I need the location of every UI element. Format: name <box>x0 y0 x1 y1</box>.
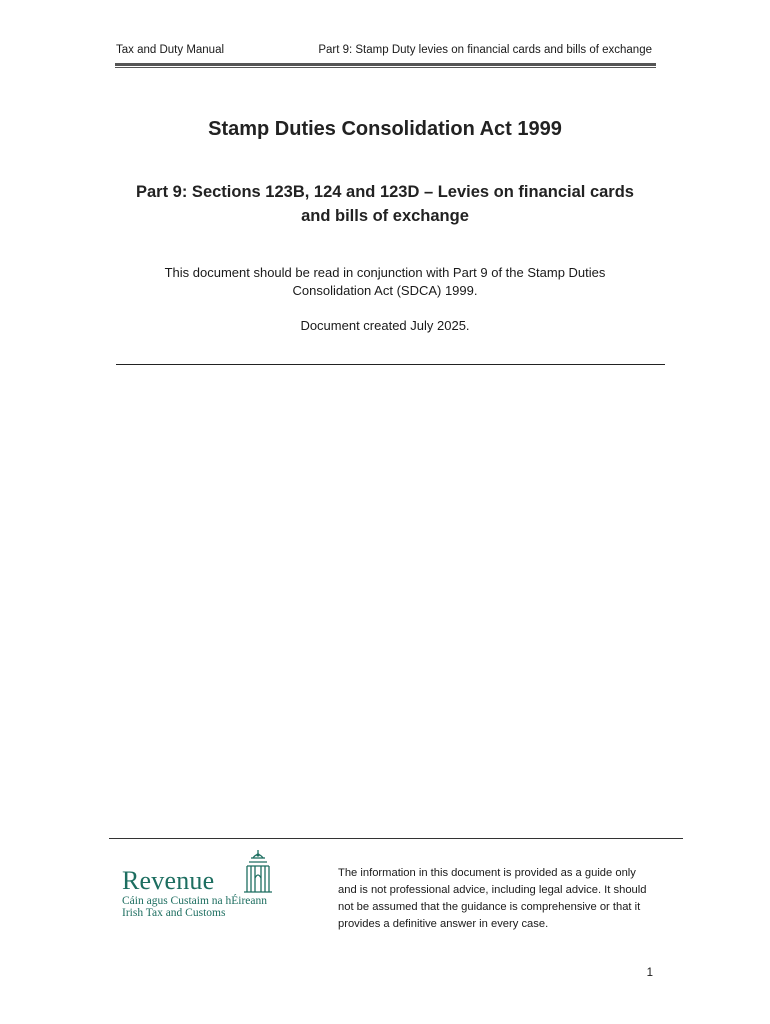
disclaimer <box>338 865 673 933</box>
header-manual-title: Tax and Duty Manual <box>116 44 225 56</box>
customs-house-emblem-icon <box>242 848 274 894</box>
disclaimer-line: and is not professional advice, including legal advice. It should <box>338 884 647 896</box>
footer-divider <box>109 838 683 839</box>
revenue-logo <box>122 848 282 928</box>
page-number: 1 <box>646 967 653 979</box>
intro-line-1: This document should be read in conjunction with Part 9 of the Stamp Duties <box>164 265 606 280</box>
document-subtitle <box>100 180 670 228</box>
logo-english-text: Irish Tax and Customs <box>122 907 226 919</box>
document-title: Stamp Duties Consolidation Act 1999 <box>208 118 562 140</box>
subtitle-line-2: and bills of exchange <box>301 207 469 225</box>
disclaimer-line: The information in this document is provided as a guide only <box>338 867 636 879</box>
disclaimer-line: provides a definitive answer in every case. <box>338 918 549 930</box>
header-rule-thin <box>115 67 656 68</box>
header-part-title: Part 9: Stamp Duty levies on financial cards and bills of exchange <box>318 44 652 56</box>
subtitle-line-1: Part 9: Sections 123B, 124 and 123D – Levies on financial cards <box>136 183 634 201</box>
logo-wordmark: Revenue <box>122 866 215 895</box>
logo-irish-text: Cáin agus Custaim na hÉireann <box>122 895 267 907</box>
intro-paragraph <box>110 264 660 300</box>
disclaimer-line: not be assumed that the guidance is comprehensive or that it <box>338 901 641 913</box>
header-rule <box>115 63 656 66</box>
section-divider <box>116 364 665 365</box>
document-created-date: Document created July 2025. <box>300 318 470 333</box>
intro-line-2: Consolidation Act (SDCA) 1999. <box>292 283 478 298</box>
